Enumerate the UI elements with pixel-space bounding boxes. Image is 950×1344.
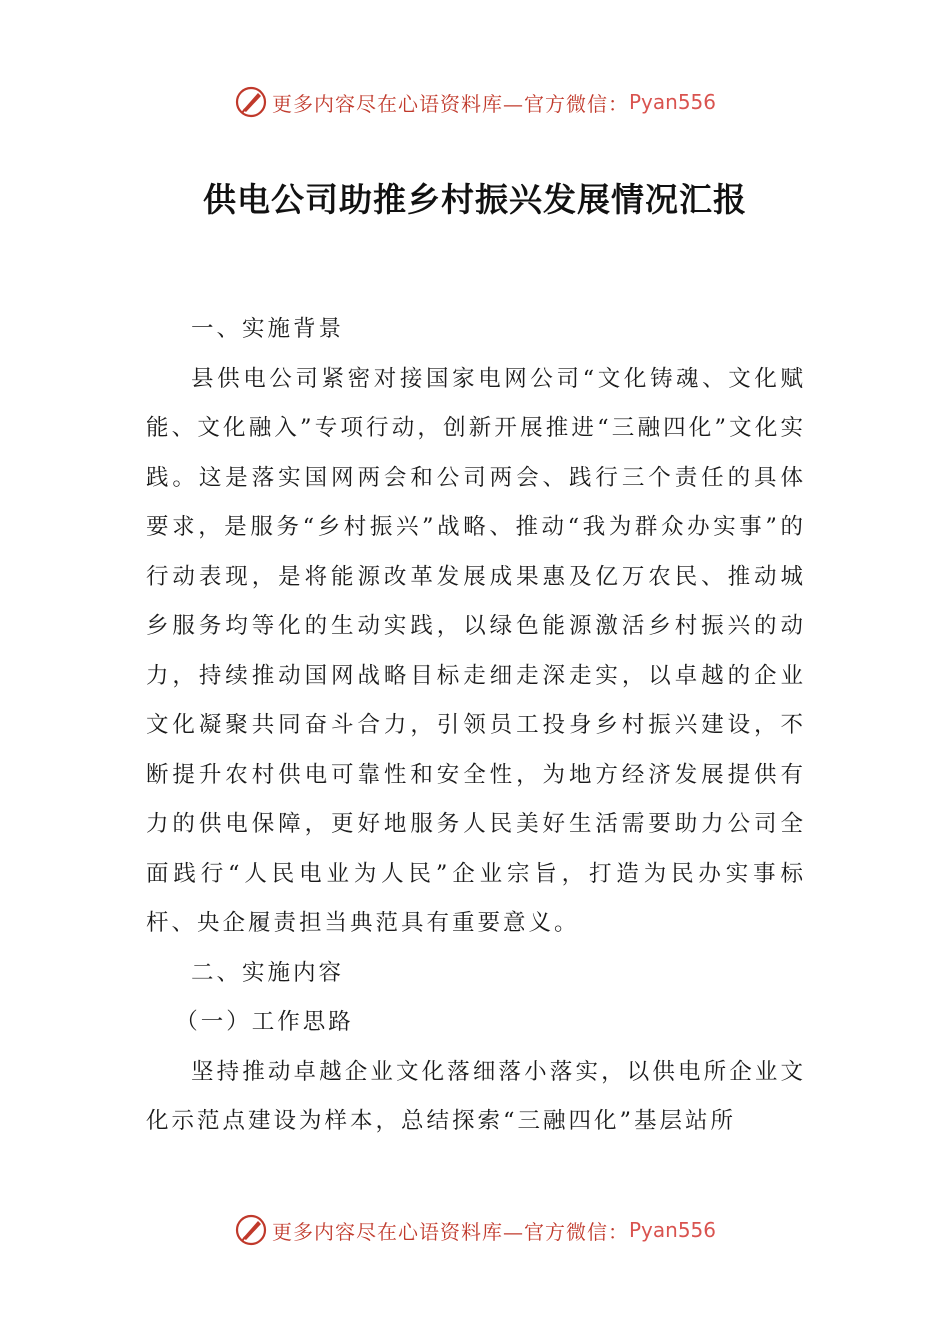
quill-logo-icon: [234, 85, 268, 119]
watermark-wechat-id: Pyan556: [628, 90, 716, 114]
section-heading-background: 一、实施背景: [191, 316, 345, 342]
subsection-heading-approach: （一）工作思路: [175, 1009, 354, 1035]
watermark-banner-bottom: [0, 1210, 950, 1250]
document-title: 供电公司助推乡村振兴发展情况汇报: [203, 180, 747, 219]
paragraph-background: 县供电公司紧密对接国家电网公司“文化铸魂、文化赋能、文化融入”专项行动，创新开展推进“三融四化”文化实践。这是落实国网两会和公司两会、践行三个责任的具体要求，是服务“乡村振兴”战略、推动“我为群众办实事”的行动表现，是将能源改革发展成果惠及亿万农民、推动城乡服务均等化的生动实践，以绿色能源激活乡村振兴的动力，持续推动国网战略目标走细走深走实，以卓越的企业文化凝聚共同奋斗合力，引领员工投身乡村振兴建设，不断提升农村供电可靠性和安全性，为地方经济发展提供有力的供电保障，更好地服务人民美好生活需要助力公司全面践行“人民电业为人民”企业宗旨，打造为民办实事标杆、央企履责担当典范具有重要意义。: [146, 365, 806, 936]
watermark-brand-text: 更多内容尽在心语资料库—官方微信：: [271, 91, 629, 116]
watermark-wechat-id: Pyan556: [628, 1218, 716, 1242]
watermark-brand-text: 更多内容尽在心语资料库—官方微信：: [271, 1219, 629, 1244]
section-heading-content: 二、实施内容: [191, 959, 345, 986]
paragraph-approach: 坚持推动卓越企业文化落细落小落实，以供电所企业文化示范点建设为样本，总结探索“三融四化”基层站所: [146, 1058, 806, 1134]
quill-logo-icon: [234, 1213, 268, 1247]
watermark-banner-top: [0, 82, 950, 122]
document-body: [146, 305, 806, 1147]
